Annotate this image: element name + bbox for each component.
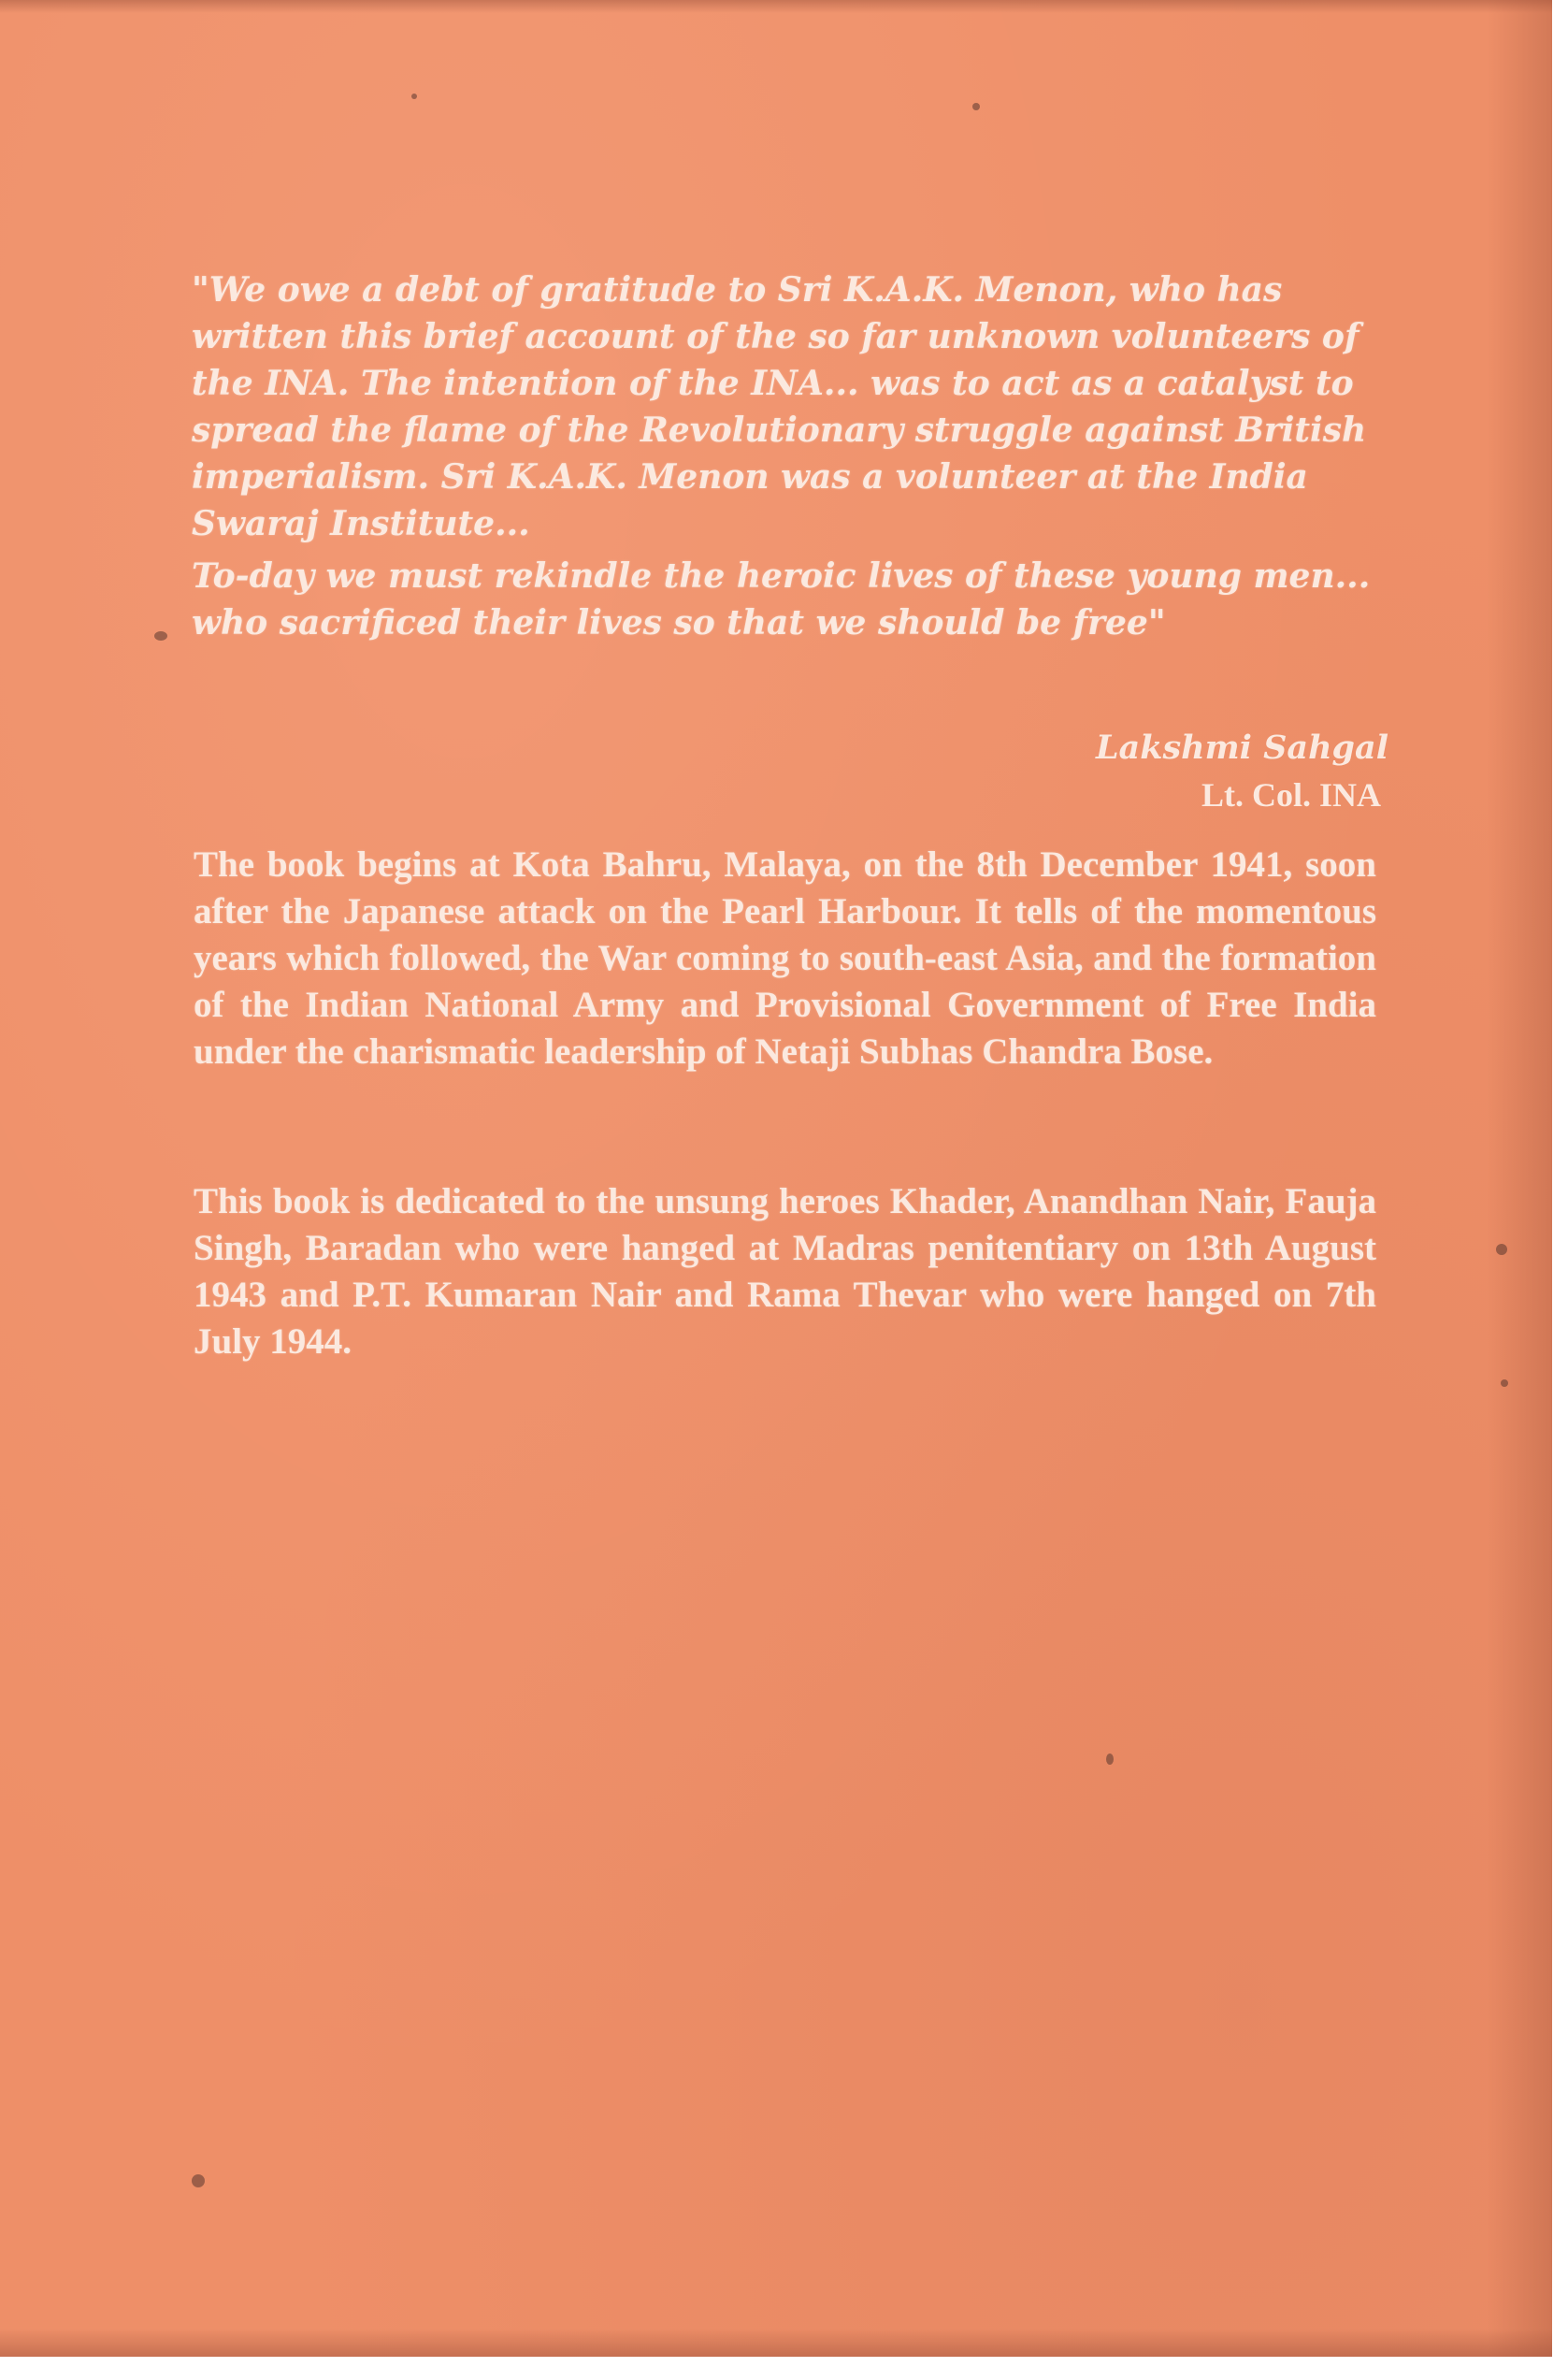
cover-top-edge-shading <box>0 0 1552 13</box>
endorsement-quote <box>192 267 1374 646</box>
paper-speck <box>411 94 417 99</box>
paper-speck <box>1496 1244 1507 1255</box>
paper-speck <box>154 631 167 641</box>
book-dedication-paragraph: This book is dedicated to the unsung heroes Khader, Anandhan Nair, Fauja Singh, Baradan who were hanged at Madras penitentiary on 13th August 1943 and P.T. Kumaran Nair and Rama Thevar who were hanged on 7th July 1944. <box>194 1181 1376 1362</box>
book-description-paragraph: The book begins at Kota Bahru, Malaya, on the 8th December 1941, soon after the Japanese attack on the Pearl Harbour. It tells of the momentous years which followed, the War coming to south-east Asia, and the formation of the Indian National Army and Provisional Government of Free India under the charismatic leadership of Netaji Subhas Chandra Bose. <box>194 844 1376 1072</box>
quote-attribution <box>192 725 1388 818</box>
attribution-name: Lakshmi Sahgal <box>1095 729 1388 767</box>
paper-speck <box>972 103 980 110</box>
quote-paragraph-1: "We owe a debt of gratitude to Sri K.A.K. Menon, who has written this brief account of the so far unknown volunteers of the INA. The intention of the INA... was to act as a catalyst to spread the flame of the Revolutionary struggle against British imperialism. Sri K.A.K. Menon was a volunteer at the India Swaraj Institute... <box>192 270 1367 543</box>
quote-paragraph-2: To-day we must rekindle the heroic lives of these young men... who sacrificed their lives so that we should be free" <box>192 556 1371 642</box>
attribution-title: Lt. Col. INA <box>1201 776 1381 814</box>
paper-speck <box>1501 1379 1508 1387</box>
cover-right-edge-shading <box>1487 0 1552 2357</box>
paper-speck <box>1106 1754 1114 1765</box>
paper-speck <box>192 2174 205 2187</box>
cover-bottom-edge-shading <box>0 2329 1552 2357</box>
